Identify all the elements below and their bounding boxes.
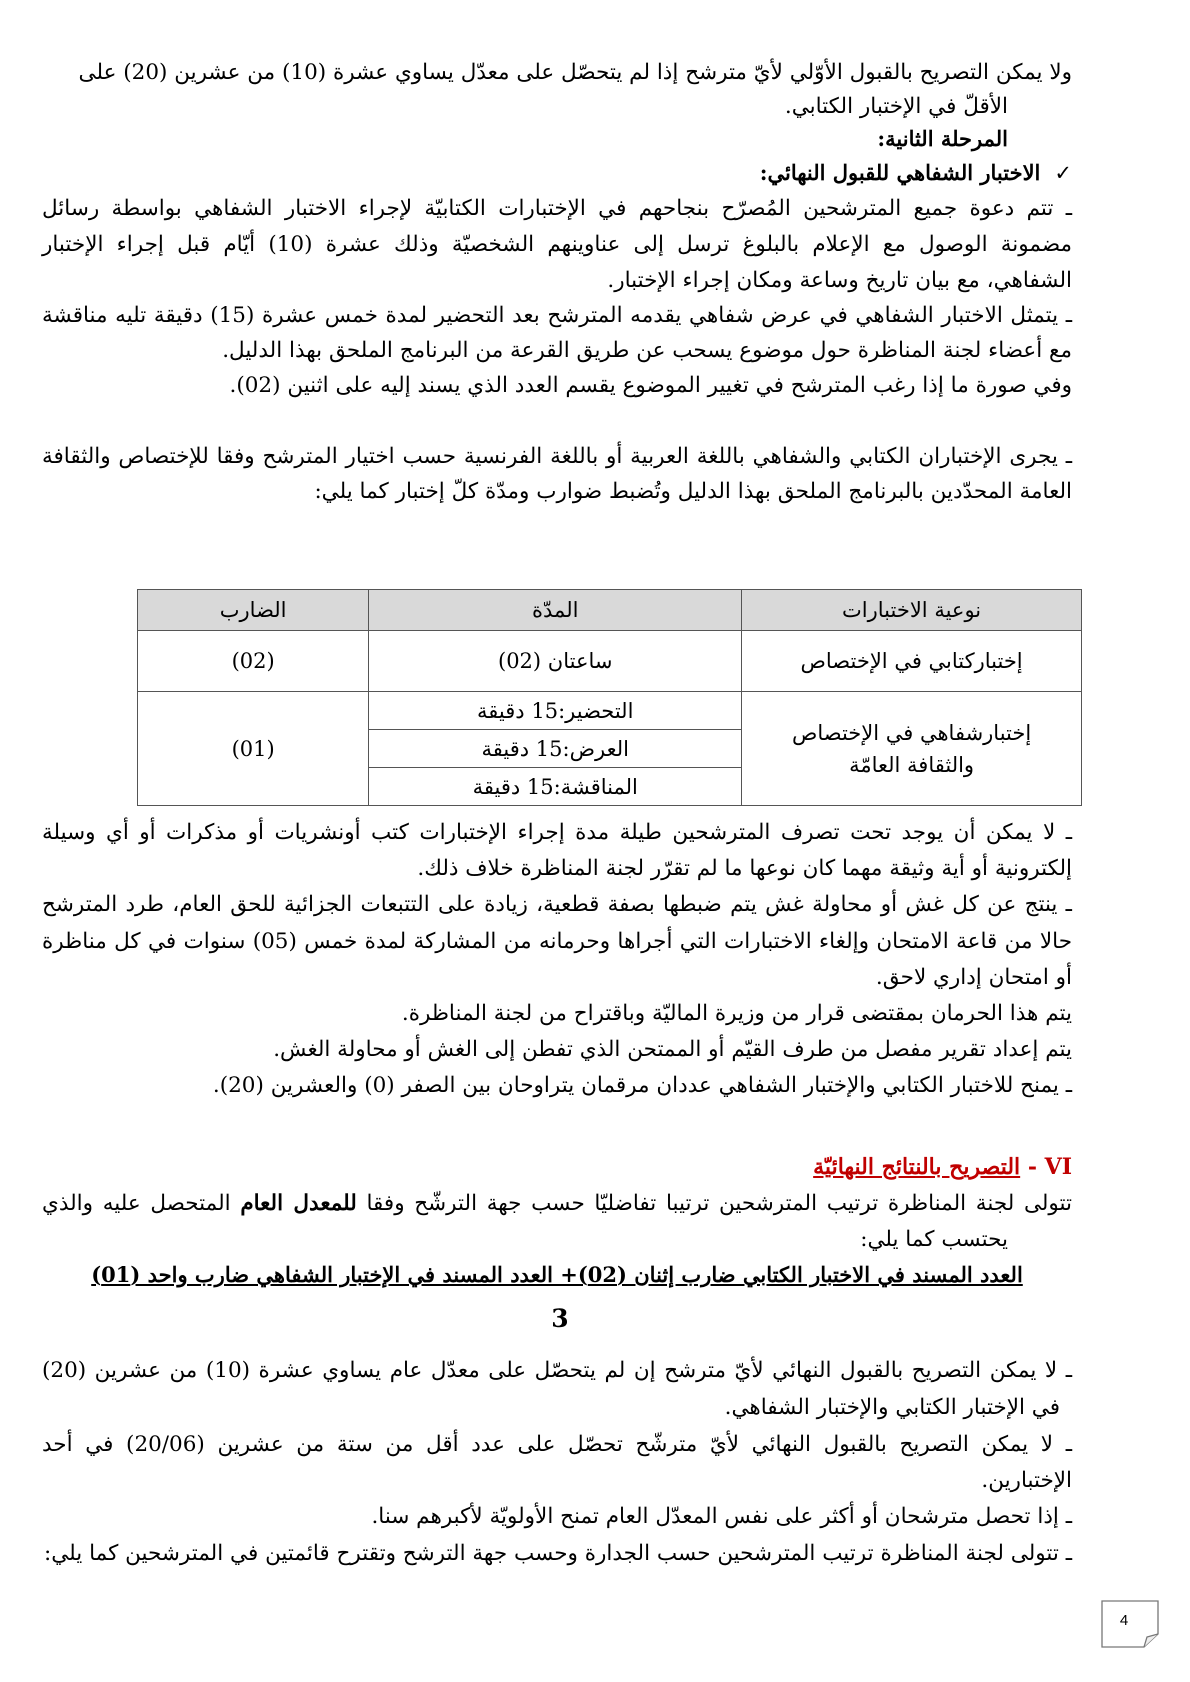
paragraph-line: مع أعضاء لجنة المناظرة حول موضوع يسحب عن طريق القرعة من البرنامج الملحق بهذا الدليل. [222, 338, 1072, 363]
table-header-cell: الضارب [138, 590, 369, 631]
paragraph-line: أو امتحان إداري لاحق. [875, 965, 1072, 990]
table-header-cell: نوعية الاختبارات [742, 590, 1082, 631]
paragraph-line: مضمونة الوصول مع الإعلام بالبلوغ ترسل إلى عناوينهم الشخصيّة وذلك عشرة (10) أيّام قبل إجراء الإختبار [42, 232, 1072, 257]
paragraph-line: يتم إعداد تقرير مفصل من طرف القيّم أو الممتحن الذي تفطن إلى الغش أو محاولة الغش. [273, 1037, 1072, 1062]
table-cell: المناقشة:15 دقيقة [369, 768, 742, 806]
paragraph-line: ـ يتمثل الاختبار الشفاهي في عرض شفاهي يقدمه المترشح بعد التحضير لمدة خمس عشرة (15) دقيقة تليه مناقشة [42, 303, 1072, 328]
oral-exam-heading [42, 155, 1072, 191]
section-title: التصريح بالنتائج النهائيّة [813, 1154, 1021, 1180]
page-number: 4 [1119, 1612, 1129, 1629]
paragraph-line: وفي صورة ما إذا رغب المترشح في تغيير الموضوع يقسم العدد الذي يسند إليه على اثنين (02). [229, 373, 1072, 398]
paragraph-line: الشفاهي، مع بيان تاريخ وساعة ومكان إجراء الإختبار. [607, 268, 1072, 293]
paragraph-text: المتحصل عليه والذي [42, 1191, 241, 1216]
table-cell-line: إختبارشفاهي في الإختصاص [791, 720, 1032, 745]
paragraph-line: الإختبارين. [981, 1468, 1072, 1493]
page-number-box [1101, 1600, 1159, 1648]
paragraph-line: ولا يمكن التصريح بالقبول الأوّلي لأيّ مترشح إذا لم يتحصّل على معدّل يساوي عشرة (10) من عشرين (20) على [78, 60, 1072, 85]
check-mark-icon: ✓ [1054, 161, 1072, 185]
paragraph-line: ـ لا يمكن أن يوجد تحت تصرف المترشحين طيلة مدة إجراء الإختبارات كتب أونشريات أو مذكرات أو أي وسيلة [42, 820, 1072, 845]
paragraph-line: ـ ينتج عن كل غش أو محاولة غش يتم ضبطها بصفة قطعية، زيادة على التتبعات الجزائية للحق العام، طرد المترشح [42, 892, 1072, 917]
section-heading [42, 1149, 1072, 1185]
paragraph-line: ـ تتم دعوة جميع المترشحين المُصرّح بنجاحهم في الإختبارات الكتابيّة لإجراء الاختبار الشفاهي بواسطة رسائل [42, 196, 1072, 221]
paragraph-line: الأقلّ في الإختبار الكتابي. [784, 94, 1008, 119]
paragraph-line: ـ يجرى الإختباران الكتابي والشفاهي باللغة العربية أو باللغة الفرنسية حسب اختيار المترشح وفقا للإختصاص والثقافة [42, 444, 1072, 469]
paragraph-line: ـ تتولى لجنة المناظرة ترتيب المترشحين حسب الجدارة وحسب جهة الترشح وتقترح قائمتين في المترشحين كما يلي: [44, 1541, 1072, 1566]
paragraph-line: ـ إذا تحصل مترشحان أو أكثر على نفس المعدّل العام تمنح الأولويّة لأكبرهم سنا. [371, 1504, 1072, 1529]
table-cell-line: والثقافة العامّة [849, 752, 975, 777]
paragraph-line: ـ لا يمكن التصريح بالقبول النهائي لأيّ مترشح إن لم يتحصّل على معدّل عام يساوي عشرة (10) من عشرين (20) [42, 1358, 1072, 1383]
exams-table [137, 589, 1082, 806]
paragraph-bold-text: للمعدل العام [240, 1191, 357, 1216]
table-cell: (01) [138, 692, 369, 806]
table-cell: (02) [138, 631, 369, 692]
paragraph-line: ـ يمنح للاختبار الكتابي والإختبار الشفاهي عددان مرقمان يتراوحان بين الصفر (0) والعشرين (20). [212, 1073, 1072, 1098]
paragraph-line: إلكترونية أو أية وثيقة مهما كان نوعها ما لم تقرّر لجنة المناظرة خلاف ذلك. [417, 856, 1072, 881]
paragraph-text: تتولى لجنة المناظرة ترتيب المترشحين ترتيبا تفاضليّا حسب جهة الترشّح وفقا [356, 1191, 1072, 1216]
table-cell: العرض:15 دقيقة [369, 730, 742, 768]
table-cell: إختباركتابي في الإختصاص [742, 631, 1082, 692]
inner-page-number: 3 [551, 1304, 569, 1333]
score-formula: العدد المسند في الاختبار الكتابي ضارب إثنان (02)+ العدد المسند في الإختبار الشفاهي ضارب واحد (01) [91, 1262, 1023, 1287]
paragraph-line [42, 1186, 1072, 1222]
section-number: VI - [1027, 1154, 1072, 1180]
paragraph-line: العامة المحدّدين بالبرنامج الملحق بهذا الدليل وتُضبط ضوارب ومدّة كلّ إختبار كما يلي: [314, 479, 1072, 504]
paragraph-line: يحتسب كما يلي: [860, 1227, 1008, 1252]
paragraph-line: حالا من قاعة الامتحان وإلغاء الاختبارات التي أجراها وحرمانه من المشاركة لمدة خمس (05) سنوات في كل مناظرة [42, 929, 1072, 954]
table-cell [742, 692, 1082, 806]
stage-heading: المرحلة الثانية: [877, 126, 1008, 151]
table-cell: التحضير:15 دقيقة [369, 692, 742, 730]
paragraph-line: ـ لا يمكن التصريح بالقبول النهائي لأيّ مترشّح تحصّل على عدد أقل من ستة من عشرين (20/06) في أحد [42, 1432, 1072, 1457]
table-row [138, 692, 1082, 730]
table-row [138, 631, 1082, 692]
table-header-row [138, 590, 1082, 631]
table-cell: ساعتان (02) [369, 631, 742, 692]
table-header-cell: المدّة [369, 590, 742, 631]
paragraph-line: يتم هذا الحرمان بمقتضى قرار من وزيرة الماليّة وباقتراح من لجنة المناظرة. [401, 1001, 1072, 1026]
paragraph-line: في الإختبار الكتابي والإختبار الشفاهي. [724, 1395, 1060, 1420]
oral-exam-heading-text: الاختبار الشفاهي للقبول النهائي: [759, 160, 1041, 185]
